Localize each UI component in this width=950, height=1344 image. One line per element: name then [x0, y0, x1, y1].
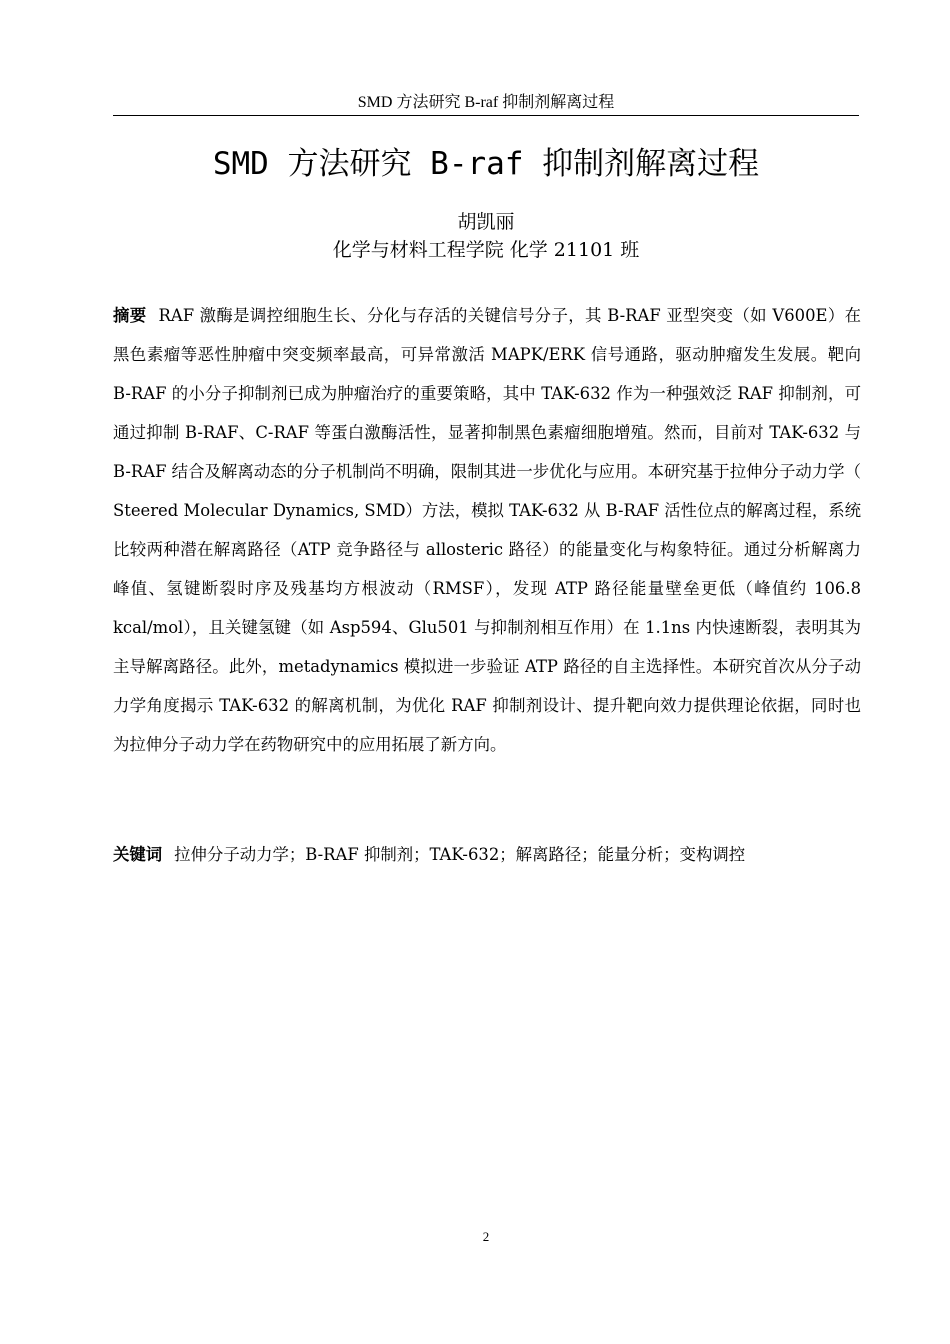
keywords-label: 关键词 — [113, 845, 163, 864]
abstract-label: 摘要 — [113, 306, 147, 325]
running-header: SMD 方法研究 B-raf 抑制剂解离过程 — [357, 94, 615, 111]
document-title: SMD 方法研究 B-raf 抑制剂解离过程 — [212, 146, 760, 182]
author-name: 胡凯丽 — [457, 211, 515, 233]
keywords-text: 拉伸分子动力学；B-RAF 抑制剂；TAK-632；解离路径；能量分析；变构调控 — [174, 845, 746, 864]
keywords-paragraph — [113, 837, 861, 873]
author-affiliation: 化学与材料工程学院 化学 21101 班 — [332, 239, 640, 261]
page-number: 2 — [482, 1229, 490, 1244]
header-divider — [113, 115, 859, 116]
abstract-text: RAF 激酶是调控细胞生长、分化与存活的关键信号分子，其 B-RAF 亚型突变（如 V600E）在黑色素瘤等恶性肿瘤中突变频率最高，可异常激活 MAPK/ERK 信号通路，驱动肿瘤发生发展。靶向 B-RAF 的小分子抑制剂已成为肿瘤治疗的重要策略，其中 TAK-632 作为一种强效泛 RAF 抑制剂，可通过抑制 B-RAF、C-RAF 等蛋白激酶活性，显著抑制黑色素瘤细胞增殖。然而，目前对 TAK-632 与 B-RAF 结合及解离动态的分子机制尚不明确，限制其进一步优化与应用。本研究基于拉伸分子动力学（ Steered Molecular Dynamics, SMD）方法，模拟 TAK-632 从 B-RAF 活性位点的解离过程，系统比较两种潜在解离路径（ATP 竞争路径与 allosteric 路径）的能量变化与构象特征。通过分析解离力峰值、氢键断裂时序及残基均方根波动（RMSF），发现 ATP 路径能量壁垒更低（峰值约 106.8 kcal/mol），且关键氢键（如 Asp594、Glu501 与抑制剂相互作用）在 1.1ns 内快速断裂，表明其为主导解离路径。此外，metadynamics 模拟进一步验证 ATP 路径的自主选择性。本研究首次从分子动力学角度揭示 TAK-632 的解离机制，为优化 RAF 抑制剂设计、提升靶向效力提供理论依据，同时也为拉伸分子动力学在药物研究中的应用拓展了新方向。 — [113, 306, 861, 754]
abstract-paragraph — [113, 296, 861, 764]
